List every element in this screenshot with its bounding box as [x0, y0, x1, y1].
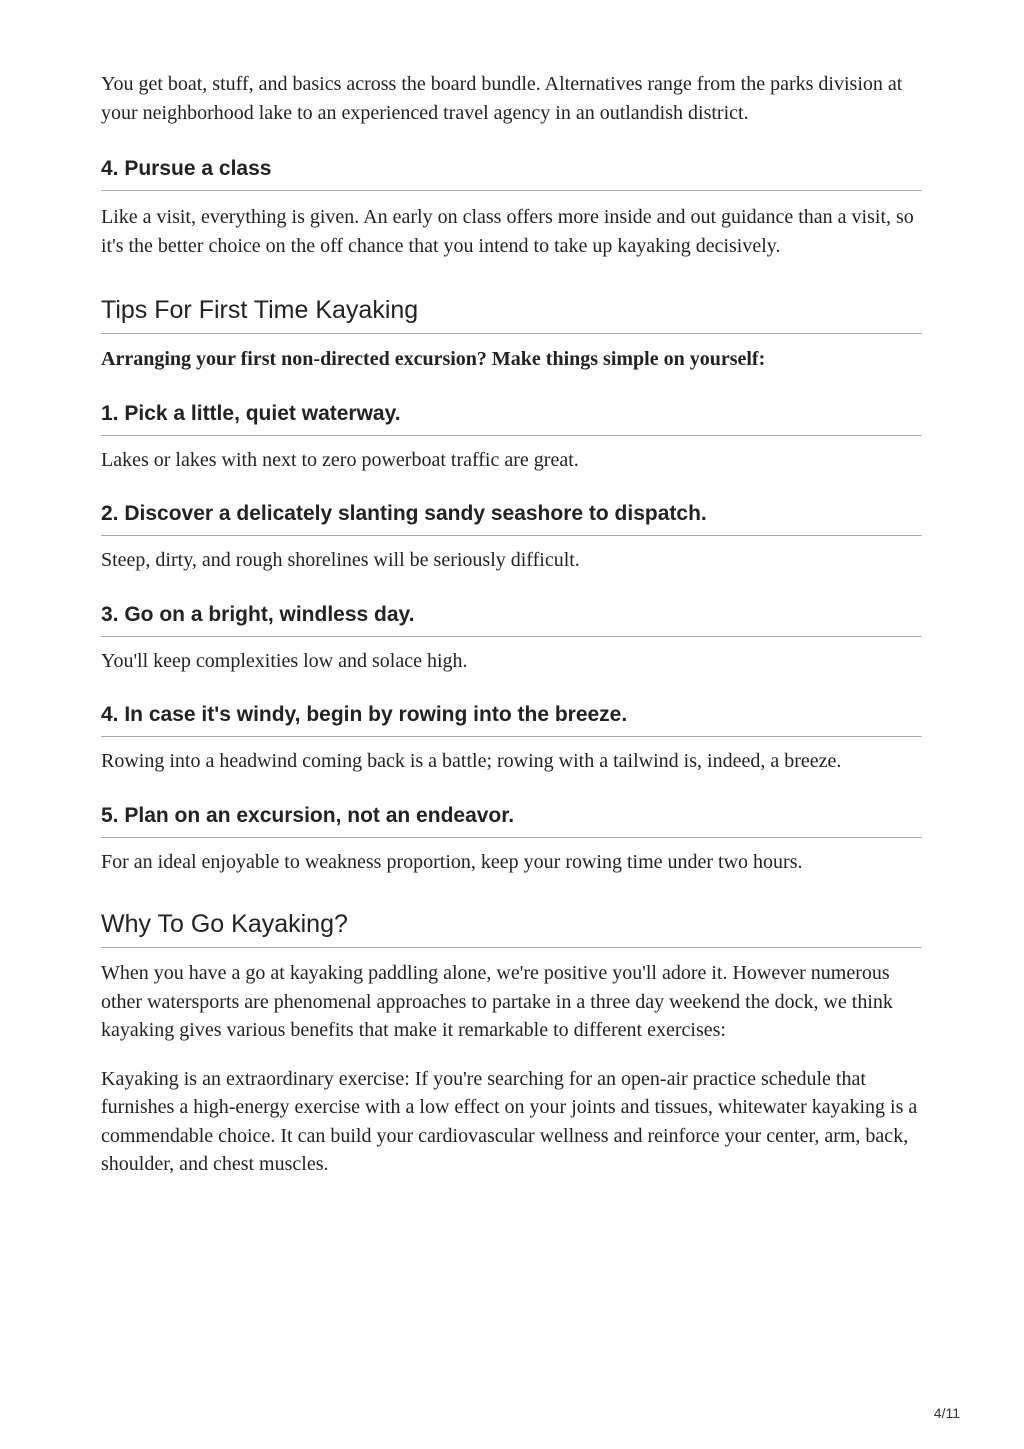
tip-2-heading: 2. Discover a delicately slanting sandy seashore to dispatch. [101, 500, 922, 536]
tip-1-text: Lakes or lakes with next to zero powerboat traffic are great. [101, 448, 579, 471]
tips-heading [101, 294, 922, 334]
why-paragraph-2: Kayaking is an extraordinary exercise: If you're searching for an open-air practice schedule that furnishes a high-energy exercise with a low effect on your joints and tissues, whitewater kayaking is a commendable choice. It can build your cardiovascular wellness and reinforce your center, arm, back, shoulder, and chest muscles. [101, 1067, 918, 1175]
tip-2-text: Steep, dirty, and rough shorelines will be seriously difficult. [101, 549, 580, 571]
tip-5-heading: 5. Plan on an excursion, not an endeavor. [101, 802, 922, 838]
page-number: 4/11 [933, 1405, 960, 1421]
tip-3-text: You'll keep complexities low and solace high. [101, 649, 468, 672]
why-heading [101, 908, 922, 948]
tips-heading-text: Tips For First Time Kayaking [101, 296, 419, 324]
tip-4-text: Rowing into a headwind coming back is a battle; rowing with a tailwind is, indeed, a breeze. [101, 750, 842, 772]
why-heading-text: Why To Go Kayaking? [101, 910, 348, 938]
why-paragraph-1: When you have a go at kayaking paddling alone, we're positive you'll adore it. However numerous other watersports are phenomenal approaches to partake in a three day weekend the dock, we think kayaking gives various benefits that make it remarkable to different exercises: [101, 962, 893, 1041]
class-paragraph: Like a visit, everything is given. An early on class offers more inside and out guidance than a visit, so it's the better choice on the off chance that you intend to take up kayaking decisively. [101, 206, 914, 257]
tip-4-heading: 4. In case it's windy, begin by rowing into the breeze. [101, 701, 922, 737]
tip-5-text: For an ideal enjoyable to weakness proportion, keep your rowing time under two hours. [101, 850, 803, 873]
intro-paragraph: You get boat, stuff, and basics across the board bundle. Alternatives range from the parks division at your neighborhood lake to an experienced travel agency in an outlandish district. [101, 73, 903, 124]
class-heading: 4. Pursue a class [101, 155, 922, 191]
tip-1-heading: 1. Pick a little, quiet waterway. [101, 400, 922, 436]
article-body [101, 70, 922, 1179]
tips-lead: Arranging your first non-directed excursion? Make things simple on yourself: [101, 348, 766, 370]
tip-3-heading: 3. Go on a bright, windless day. [101, 601, 922, 637]
